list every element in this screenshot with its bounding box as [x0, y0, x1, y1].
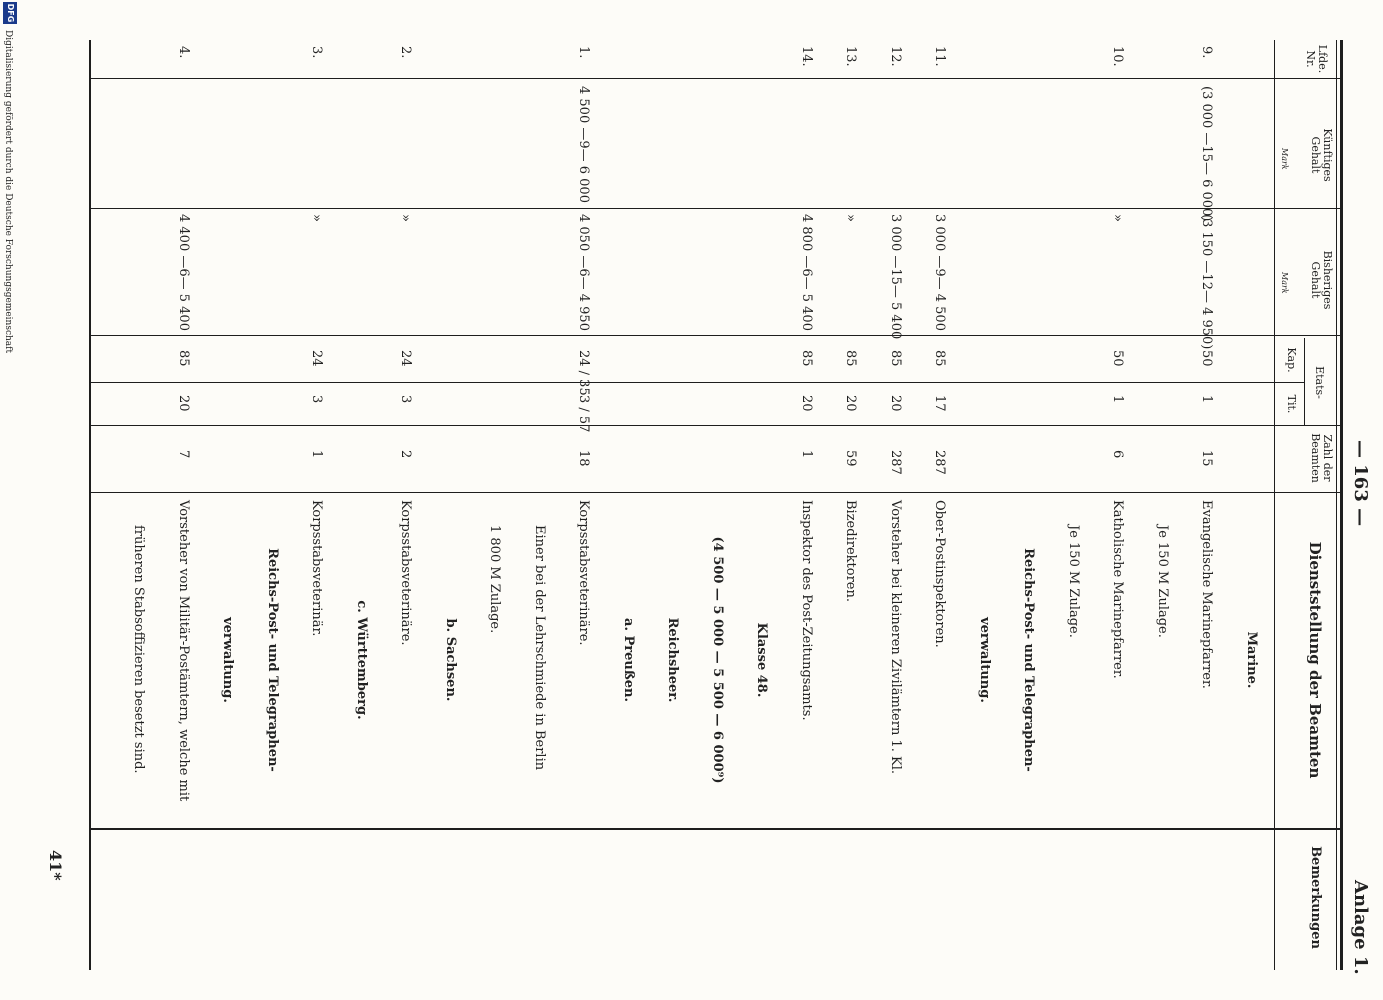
row-tit: 1: [1199, 395, 1214, 404]
row-nr: 12.: [888, 46, 903, 67]
table-bottom-rule: [89, 40, 91, 970]
funding-note: Digitalisierung gefördert durch die Deutsche Forschungsgemeinschaft: [3, 30, 13, 354]
annex-label: Anlage 1.: [1350, 880, 1371, 975]
header-bisheriges-unit: Mark: [1280, 272, 1289, 294]
row-kuenftiges-gehalt: (3 000 —15— 6 000): [1199, 86, 1214, 222]
row-kap: 85: [932, 350, 947, 367]
table-row: [923, 0, 953, 1000]
table-row: [1190, 0, 1220, 1000]
row-dienststellung: Evangelische Marinepfarrer.: [1199, 500, 1214, 689]
dfg-logo-text: DFG: [6, 3, 15, 23]
page-number: — 163 —: [1350, 440, 1371, 527]
row-tit: 20: [176, 395, 191, 412]
row-bisheriges-gehalt: »: [843, 214, 858, 222]
row-tit: 3: [309, 395, 324, 404]
row-kap: 85: [799, 350, 814, 367]
row-dienststellung: 1 800 M Zulage.: [487, 525, 502, 634]
table-row: [790, 0, 820, 1000]
row-dienststellung: verwaltung.: [220, 617, 235, 703]
row-dienststellung: Korpsstabsveterinäre.: [398, 500, 413, 646]
row-tit: 3 / 57: [576, 395, 591, 433]
row-tit: 20: [888, 395, 903, 412]
header-dienststellung: Dienststellung der Beamten: [1306, 541, 1324, 779]
table-row: [211, 0, 241, 1000]
row-kap: 50: [1110, 350, 1125, 367]
table-row: [345, 0, 375, 1000]
row-dienststellung: (4 500 — 5 000 — 5 500 — 6 000⁹): [710, 536, 725, 784]
table-row: [1235, 0, 1265, 1000]
row-dienststellung: Marine.: [1244, 631, 1259, 689]
row-kap: 50: [1199, 350, 1214, 367]
header-etats: Etats-: [1313, 366, 1326, 399]
row-zahl: 59: [843, 450, 858, 467]
row-dienststellung: c. Württemberg.: [354, 600, 369, 720]
row-zahl: 15: [1199, 450, 1214, 467]
row-bisheriges-gehalt: 3 000 —9— 4 500: [932, 214, 947, 331]
table-row: [523, 0, 553, 1000]
row-tit: 3: [398, 395, 413, 404]
etats-subrule: [1304, 338, 1305, 425]
row-nr: 1.: [576, 46, 591, 59]
row-nr: 2.: [398, 46, 413, 59]
row-dienststellung: Ober-Postinspektoren.: [932, 500, 947, 648]
row-bisheriges-gehalt: 4 400 —6— 5 400: [176, 214, 191, 331]
table-row: [478, 0, 508, 1000]
row-bisheriges-gehalt: »: [1110, 214, 1125, 222]
table-row: [1057, 0, 1087, 1000]
row-zahl: 2: [398, 450, 413, 459]
header-kuenftiges-gehalt: Künftiges Gehalt: [1309, 128, 1334, 182]
row-zahl: 7: [176, 450, 191, 459]
row-nr: 13.: [843, 46, 858, 67]
table-row: [612, 0, 642, 1000]
row-bisheriges-gehalt: 4 050 —6— 4 950: [576, 214, 591, 331]
table-row: [1012, 0, 1042, 1000]
row-zahl: 287: [932, 450, 947, 475]
table-row: [1101, 0, 1131, 1000]
row-bisheriges-gehalt: 3 000 —15— 5 400: [888, 214, 903, 340]
row-tit: 20: [843, 395, 858, 412]
table-row: [389, 0, 419, 1000]
row-bisheriges-gehalt: 4 800 —6— 5 400: [799, 214, 814, 331]
row-dienststellung: Einer bei der Lehrschmiede in Berlin: [532, 525, 547, 771]
row-nr: 9.: [1199, 46, 1214, 59]
row-bisheriges-gehalt: »: [309, 214, 324, 222]
row-dienststellung: Je 150 M Zulage.: [1066, 525, 1081, 638]
row-bisheriges-gehalt: (3 150 —12— 4 950): [1199, 214, 1214, 350]
row-dienststellung: Klasse 48.: [754, 622, 769, 698]
table-row: [300, 0, 330, 1000]
table-row: [567, 0, 597, 1000]
header-kuenftiges-unit: Mark: [1280, 148, 1289, 170]
header-bemerkungen: Bemerkungen: [1308, 846, 1323, 949]
row-tit: 20: [799, 395, 814, 412]
row-kap: 85: [176, 350, 191, 367]
row-dienststellung: a. Preußen.: [621, 618, 636, 702]
table-row: [701, 0, 731, 1000]
row-dienststellung: Reichs-Post- und Telegraphen-: [265, 548, 280, 772]
row-dienststellung: Korpsstabsveterinäre.: [576, 500, 591, 646]
header-kap: Kap.: [1285, 347, 1298, 373]
header-tit: Tit.: [1285, 394, 1298, 414]
table-row: [834, 0, 864, 1000]
row-nr: 11.: [932, 46, 947, 67]
table-row: [122, 0, 152, 1000]
table-row: [167, 0, 197, 1000]
row-zahl: 287: [888, 450, 903, 475]
row-dienststellung: Katholische Marinepfarrer.: [1110, 500, 1125, 679]
row-bisheriges-gehalt: »: [398, 214, 413, 222]
row-dienststellung: Je 150 M Zulage.: [1155, 525, 1170, 638]
row-dienststellung: Bizedirektoren.: [843, 500, 858, 602]
row-dienststellung: Reichs-Post- und Telegraphen-: [1021, 548, 1036, 772]
row-kap: 24 / 35: [576, 350, 591, 396]
row-tit: 1: [1110, 395, 1125, 404]
row-zahl: 6: [1110, 450, 1125, 459]
table-top-rule: [1340, 40, 1343, 970]
row-zahl: 18: [576, 450, 591, 467]
row-nr: 3.: [309, 46, 324, 59]
row-kap: 85: [843, 350, 858, 367]
table-row: [879, 0, 909, 1000]
row-zahl: 1: [309, 450, 324, 459]
header-bottom-rule: [1274, 40, 1275, 970]
row-nr: 14.: [799, 46, 814, 67]
row-dienststellung: Vorsteher von Militär-Postämtern, welche mit: [176, 500, 191, 802]
row-dienststellung: b. Sachsen.: [443, 618, 458, 702]
dfg-logo: [3, 2, 17, 24]
table-row: [656, 0, 686, 1000]
header-zahl: Zahl der Beamten: [1309, 433, 1334, 483]
row-dienststellung: verwaltung.: [977, 617, 992, 703]
row-zahl: 1: [799, 450, 814, 459]
table-row: [1146, 0, 1176, 1000]
row-dienststellung: Reichsheer.: [665, 617, 680, 703]
row-kap: 24: [309, 350, 324, 367]
row-dienststellung: früheren Stabsoffizieren besetzt sind.: [131, 525, 146, 774]
header-lfde-nr: Lfde. Nr.: [1304, 44, 1329, 74]
row-kuenftiges-gehalt: 4 500 —9— 6 000: [576, 86, 591, 203]
row-dienststellung: Vorsteher bei kleineren Zivilämtern 1. Kl.: [888, 500, 903, 775]
row-dienststellung: Korpsstabsveterinär.: [309, 500, 324, 637]
row-dienststellung: Inspektor des Post-Zeitungsamts.: [799, 500, 814, 721]
table-row: [968, 0, 998, 1000]
row-nr: 10.: [1110, 46, 1125, 67]
row-kap: 85: [888, 350, 903, 367]
sheet-mark: 41*: [46, 850, 65, 881]
row-kap: 24: [398, 350, 413, 367]
row-tit: 17: [932, 395, 947, 412]
header-bisheriges-gehalt: Bisheriges Gehalt: [1309, 250, 1334, 310]
table-row: [256, 0, 286, 1000]
row-nr: 4.: [176, 46, 191, 59]
table-row: [434, 0, 464, 1000]
table-top-rule-thin: [1336, 40, 1337, 970]
table-row: [745, 0, 775, 1000]
